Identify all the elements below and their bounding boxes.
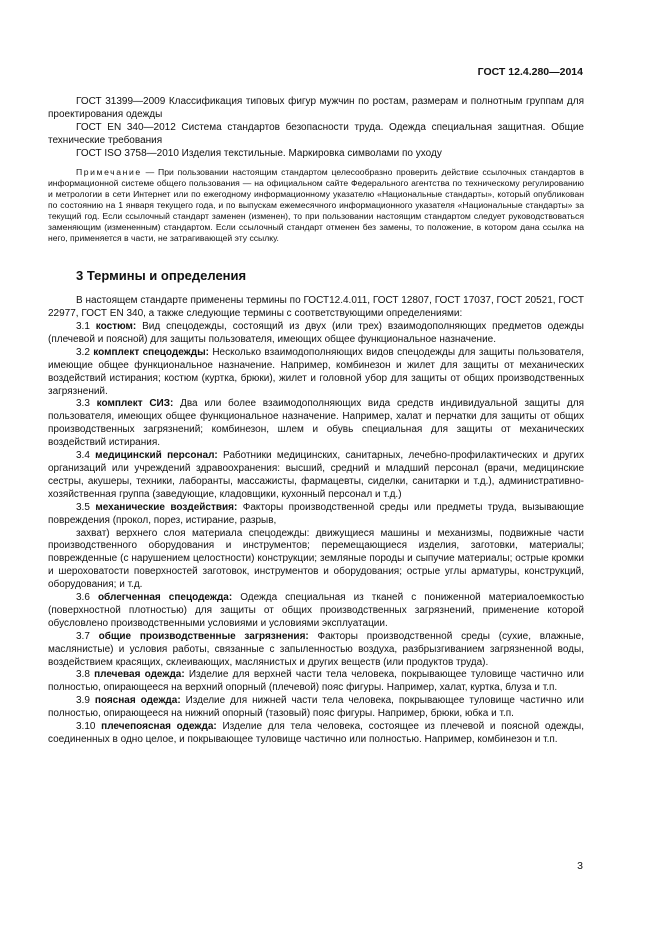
term-number: 3.8 xyxy=(76,669,90,681)
document-code: ГОСТ 12.4.280—2014 xyxy=(477,66,583,78)
reference-item: ГОСТ ISO 3758—2010 Изделия текстильные. Маркировка символами по уходу xyxy=(76,147,442,159)
term-name: костюм: xyxy=(95,321,137,332)
term-continuation: захват) верхнего слоя материала спецодежды: движущиеся машины и механизмы, подвижные части производственного оборудования и инструментов; перемещающиеся изделия, заготовки, материалы; поврежденные (с нарушением целостности) конструкции; земляные породы и сыпучие материалы; острые кромки и шероховатости поверхностей заготовок, инструментов и оборудования; острые углы арматуры, конструкций, оборудования; и т.д. xyxy=(48,527,584,591)
term-definition xyxy=(48,321,584,347)
term-definition xyxy=(48,592,584,631)
term-definition xyxy=(48,502,584,528)
reference-item: ГОСТ EN 340—2012 Система стандартов безопасности труда. Одежда специальная защитная. Общие технические требования xyxy=(48,121,584,146)
note-label: Примечание xyxy=(76,166,142,177)
term-definition xyxy=(48,669,584,695)
term-text: Факторы производственной среды (сухие, влажные, маслянистые) и условия работы, связанные с запыленностью воздуха, разбрызгиванием загрязненной воды, воздействием красящих, склеивающих, маслянистых и других веществ (или продуктов труда). xyxy=(48,630,584,668)
term-name: общие производственные загрязнения: xyxy=(98,630,309,642)
term-number: 3.2 xyxy=(76,346,90,358)
reference-item: ГОСТ 31399—2009 Классификация типовых фигур мужчин по ростам, размерам и полнотным группам для проектирования одежды xyxy=(48,96,584,120)
term-definition xyxy=(48,450,584,502)
page-body xyxy=(48,96,584,747)
section-intro: В настоящем стандарте применены термины по ГОСТ12.4.011, ГОСТ 12807, ГОСТ 17037, ГОСТ 20521, ГОСТ 22977, ГОСТ EN 340, а также следующие термины с соответствующими определениями: xyxy=(48,295,584,320)
term-definition xyxy=(48,631,584,670)
term-name: облегченная спецодежда: xyxy=(97,592,233,604)
term-text: Факторы производственной среды или предметы труда, вызывающие повреждения (прокол, порез, истирание, разрыв, xyxy=(48,501,584,526)
term-text: Два или более взаимодополняющих вида средств индивидуальной защиты для пользователя, имеющих общее функциональное назначение. Например, халат и перчатки для защиты от общих производственных загрязнений; комбинезон, шлем и обувь специальная для защиты от механических воздействий истирания. xyxy=(48,398,584,449)
term-name: медицинский персонал: xyxy=(95,450,218,462)
term-name: плечепоясная одежда: xyxy=(101,721,217,733)
term-text: Изделие для нижней части тела человека, покрывающее туловище частично или полностью, опирающееся на нижний опорный (тазовый) пояс фигуры. Например, брюки, юбка и т.п. xyxy=(48,695,584,720)
page-number: 3 xyxy=(577,860,583,872)
term-definition xyxy=(48,695,584,721)
term-number: 3.1 xyxy=(76,321,90,332)
term-text: Работники медицинских, санитарных, лечебно-профилактических и других организаций или учреждений здравоохранения: высший, средний и младший персонал (врачи, медицинские сестры, акушеры, техники, лаборанты, массажисты, фармацевты, сиделки, санитарки и т.д.), административно-хозяйственная группа (заведующие, кладовщики, кухонный персонал и т.д.) xyxy=(48,450,584,500)
term-number: 3.4 xyxy=(76,450,90,462)
term-name: плечевая одежда: xyxy=(94,669,185,681)
term-name: комплект СИЗ: xyxy=(96,398,174,410)
term-number: 3.3 xyxy=(76,398,90,410)
term-number: 3.7 xyxy=(76,630,90,642)
term-name: поясная одежда: xyxy=(94,695,181,707)
note xyxy=(48,167,584,245)
term-definition xyxy=(48,347,584,399)
term-definition xyxy=(48,398,584,450)
term-number: 3.5 xyxy=(76,501,90,513)
term-definition xyxy=(48,721,584,747)
note-text: — При пользовании настоящим стандартом целесообразно проверить действие ссылочных стандартов в информационной системе общего пользования — на официальном сайте Федерального агентства по техническому регулированию и метрологии в сети Интернет или по ежегодному информационному указателю «Национальные стандарты», который опубликован по состоянию на 1 января текущего года, и по выпускам ежемесячного информационного указателя «Национальные стандарты» за текущий год. Если ссылочный стандарт заменен (изменен), то при пользовании настоящим стандартом следует руководствоваться заменяющим (измененным) стандартом. Если ссылочный стандарт отменен без замены, то положение, в котором дана ссылка на него, применяется в части, не затрагивающей эту ссылку. xyxy=(48,166,584,244)
term-number: 3.6 xyxy=(76,592,90,604)
term-text: Изделие для верхней части тела человека, покрывающее туловище частично или полностью, опирающееся на верхний опорный (плечевой) пояс фигуры. Например, халат, куртка, блуза и т.п. xyxy=(48,669,585,694)
term-text: Вид спецодежды, состоящий из двух (или трех) взаимодополняющих предметов одежды (плечевой и поясной) для защиты пользователя, имеющих общее функциональное назначение. xyxy=(48,321,584,345)
term-number: 3.10 xyxy=(76,721,96,733)
section-title: 3 Термины и определения xyxy=(76,268,247,284)
term-number: 3.9 xyxy=(76,695,90,707)
term-text: Одежда специальная из тканей с пониженной материалоемкостью (поверхностной плотностью) для защиты от общих производственных загрязнений, применение которой обусловлено производственными условиями и условиями эксплуатации. xyxy=(48,592,585,629)
term-text: Изделие для тела человека, состоящее из плечевой и поясной одежды, соединенных в одно целое, и покрывающее туловище частично или полностью. Например, комбинезон и т.п. xyxy=(48,721,584,745)
term-name: комплект спецодежды: xyxy=(93,346,209,358)
term-name: механические воздействия: xyxy=(95,501,238,513)
term-text: Несколько взаимодополняющих видов спецодежды для защиты пользователя, имеющие общее функциональное назначение. Например, комбинезон и жилет для защиты от механических воздействий истирания; костюм (куртка, брюки), жилет и головной убор для защиты от общих производственных загрязнений. xyxy=(48,346,584,397)
